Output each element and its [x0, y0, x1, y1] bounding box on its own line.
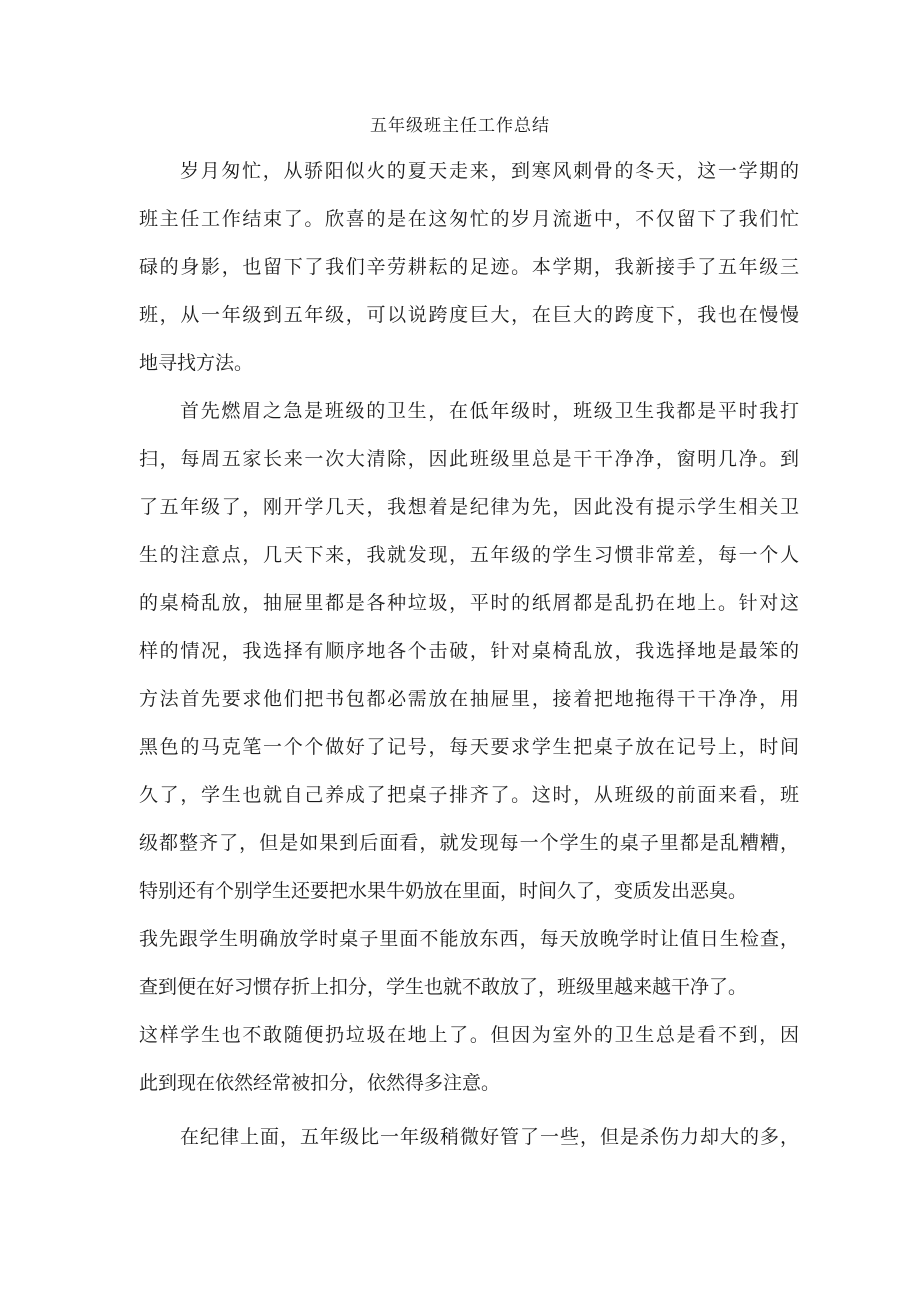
paragraph-1-line-2: 班主任工作结束了。欣喜的是在这匆忙的岁月流逝中，不仅留下了我们忙: [139, 208, 799, 230]
paragraph-2-line-1: 首先燃眉之急是班级的卫生，在低年级时，班级卫生我都是平时我打: [180, 400, 799, 422]
paragraph-1-line-1: 岁月匆忙，从骄阳似火的夏天走来，到寒风刺骨的冬天，这一学期的: [180, 160, 799, 182]
paragraph-2-line-6: 样的情况，我选择有顺序地各个击破，针对桌椅乱放，我选择地是最笨的: [139, 640, 799, 662]
paragraph-3-line-1: 在纪律上面，五年级比一年级稍微好管了一些，但是杀伤力却大的多，: [180, 1126, 799, 1148]
paragraph-2-line-4: 生的注意点，几天下来，我就发现，五年级的学生习惯非常差，每一个人: [139, 544, 799, 566]
document-title: 五年级班主任工作总结: [370, 116, 550, 136]
paragraph-2-line-13: 查到便在好习惯存折上扣分，学生也就不敢放了，班级里越来越干净了。: [139, 976, 748, 998]
paragraph-1-line-3: 碌的身影，也留下了我们辛劳耕耘的足迹。本学期，我新接手了五年级三: [139, 256, 799, 278]
paragraph-2-line-8: 黑色的马克笔一个个做好了记号，每天要求学生把桌子放在记号上，时间: [139, 736, 799, 758]
paragraph-2-line-9: 久了，学生也就自己养成了把桌子排齐了。这时，从班级的前面来看，班: [139, 784, 799, 806]
paragraph-1-line-4: 班，从一年级到五年级，可以说跨度巨大，在巨大的跨度下，我也在慢慢: [139, 304, 799, 326]
paragraph-2-line-7: 方法首先要求他们把书包都必需放在抽屉里，接着把地拖得干干净净，用: [139, 688, 799, 710]
paragraph-2-line-12: 我先跟学生明确放学时桌子里面不能放东西，每天放晚学时让值日生检查，: [139, 928, 799, 950]
paragraph-2-line-11: 特别还有个别学生还要把水果牛奶放在里面，时间久了，变质发出恶臭。: [139, 880, 748, 902]
paragraph-2-line-15: 此到现在依然经常被扣分，依然得多注意。: [139, 1072, 501, 1094]
paragraph-2-line-10: 级都整齐了，但是如果到后面看，就发现每一个学生的桌子里都是乱糟糟，: [139, 832, 799, 854]
paragraph-2-line-3: 了五年级了，刚开学几天，我想着是纪律为先，因此没有提示学生相关卫: [139, 496, 799, 518]
paragraph-2-line-2: 扫，每周五家长来一次大清除，因此班级里总是干干净净，窗明几净。到: [139, 448, 799, 470]
paragraph-2-line-5: 的桌椅乱放，抽屉里都是各种垃圾，平时的纸屑都是乱扔在地上。针对这: [139, 592, 799, 614]
paragraph-1-line-5: 地寻找方法。: [139, 352, 254, 374]
paragraph-2-line-14: 这样学生也不敢随便扔垃圾在地上了。但因为室外的卫生总是看不到，因: [139, 1024, 799, 1046]
